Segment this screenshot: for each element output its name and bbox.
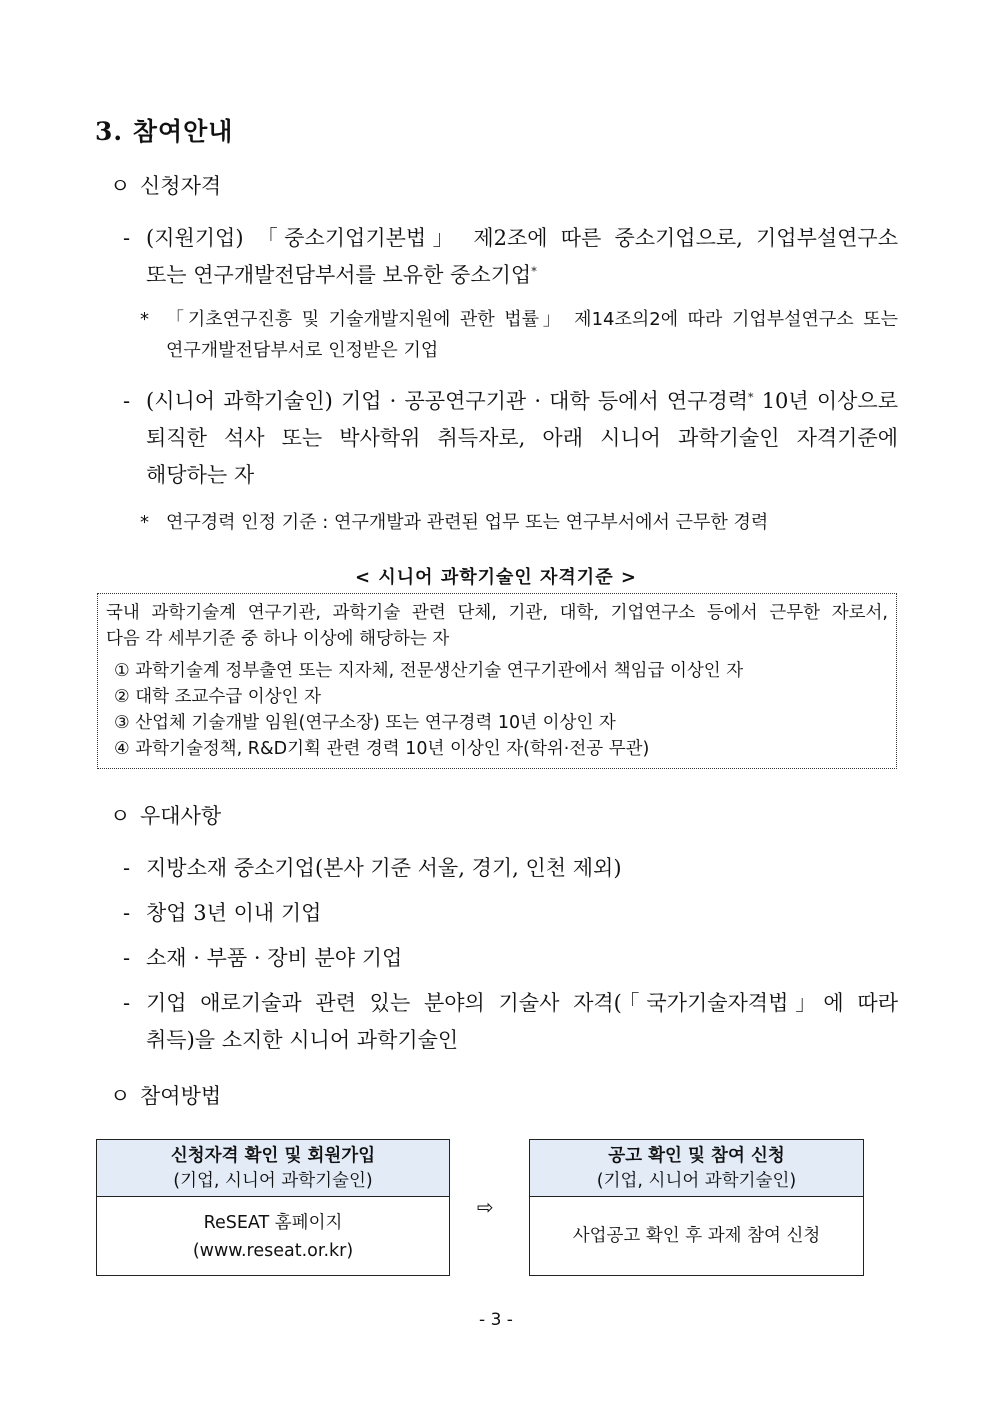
- license-line-2: 취득)을 소지한 시니어 과학기술인: [146, 1028, 459, 1052]
- circle-bullet: ㅇ: [110, 804, 131, 828]
- dash-bullet: -: [123, 901, 131, 925]
- dash-bullet: -: [123, 991, 131, 1015]
- company-note-line-1: 「기초연구진흥 및 기술개발지원에 관한 법률」 제14조의2에 따라 기업부설연구소 또는: [166, 309, 898, 330]
- criteria-intro-line-2: 다음 각 세부기준 중 하나 이상에 해당하는 자: [106, 629, 450, 649]
- criteria-item: ④ 과학기술정책, R&D기획 관련 경력 10년 이상인 자(학위·전공 무관): [114, 739, 650, 759]
- flow-step-1-subtitle: (기업, 시니어 과학기술인): [173, 1171, 373, 1191]
- eligibility-heading-text: 신청자격: [140, 174, 222, 198]
- flow-step-1: [96, 1139, 450, 1276]
- preference-heading-text: 우대사항: [140, 804, 222, 828]
- senior-note-line: 연구경력 인정 기준 : 연구개발과 관련된 업무 또는 연구부서에서 근무한 경력: [166, 512, 769, 533]
- senior-eligibility: [123, 383, 898, 494]
- criteria-item: ③ 산업체 기술개발 임원(연구소장) 또는 연구경력 10년 이상인 자: [114, 713, 616, 733]
- company-eligibility: [123, 220, 898, 294]
- flow-step-2-body: 사업공고 확인 후 과제 참여 신청: [572, 1226, 821, 1246]
- senior-line-2: 퇴직한 석사 또는 박사학위 취득자로, 아래 시니어 과학기술인 자격기준에: [146, 426, 898, 450]
- arrow-right-icon: ⇨: [477, 1195, 494, 1219]
- company-footnote: [140, 304, 898, 366]
- preference-item: - 창업 3년 이내 기업: [123, 895, 898, 932]
- senior-line-1: (시니어 과학기술인) 기업 · 공공연구기관 · 대학 등에서 연구경력* 10년 이상으로: [146, 389, 898, 413]
- criteria-caption: < 시니어 과학기술인 자격기준 >: [355, 567, 637, 588]
- company-note-line-2: 연구개발전담부서로 인정받은 기업: [166, 340, 439, 361]
- footnote-mark: *: [531, 265, 537, 278]
- flow-step-2: [529, 1139, 864, 1276]
- license-line-1: 기업 애로기술과 관련 있는 분야의 기술사 자격(「국가기술자격법」에 따라: [146, 991, 898, 1015]
- section-title: 3. 참여안내: [95, 117, 234, 146]
- footnote-mark: *: [748, 391, 754, 404]
- company-line-2: 또는 연구개발전담부서를 보유한 중소기업*: [146, 263, 537, 287]
- criteria-item: ① 과학기술계 정부출연 또는 지자체, 전문생산기술 연구기관에서 책임급 이상인 자: [114, 661, 744, 681]
- footnote-star: *: [140, 309, 149, 330]
- circle-bullet: ㅇ: [110, 174, 131, 198]
- footnote-star: *: [140, 512, 149, 533]
- flow-step-2-header: [530, 1140, 863, 1197]
- preference-heading: [110, 800, 221, 830]
- dash-bullet: -: [123, 856, 131, 880]
- dash-bullet: -: [123, 226, 131, 250]
- flow-step-1-title: 신청자격 확인 및 회원가입: [170, 1146, 376, 1166]
- senior-line-3: 해당하는 자: [146, 463, 255, 487]
- preference-item-license: [123, 985, 898, 1059]
- homepage-url: (www.reseat.or.kr): [192, 1241, 354, 1261]
- eligibility-heading: [110, 170, 221, 200]
- flow-step-1-header: [97, 1140, 449, 1197]
- page-number: - 3 -: [479, 1310, 513, 1330]
- company-line-1: (지원기업) 「중소기업기본법」 제2조에 따른 중소기업으로, 기업부설연구소: [146, 226, 898, 250]
- flow-step-1-body: [97, 1197, 449, 1265]
- method-heading-text: 참여방법: [140, 1084, 222, 1108]
- criteria-box: [97, 593, 897, 769]
- criteria-intro-line-1: 국내 과학기술계 연구기관, 과학기술 관련 단체, 기관, 대학, 기업연구소 등에서 근무한 자로서,: [106, 603, 888, 623]
- preference-item: - 소재 · 부품 · 장비 분야 기업: [123, 940, 898, 977]
- criteria-item: ② 대학 조교수급 이상인 자: [114, 687, 321, 707]
- dash-bullet: -: [123, 389, 131, 413]
- flow-step-2-title: 공고 확인 및 참여 신청: [608, 1146, 785, 1166]
- senior-footnote: [140, 507, 898, 538]
- dash-bullet: -: [123, 946, 131, 970]
- flow-step-2-subtitle: (기업, 시니어 과학기술인): [596, 1171, 797, 1191]
- homepage-label: ReSEAT 홈페이지: [203, 1213, 343, 1233]
- criteria-intro: [106, 600, 888, 652]
- method-heading: [110, 1080, 221, 1110]
- circle-bullet: ㅇ: [110, 1084, 131, 1108]
- preference-item: - 지방소재 중소기업(본사 기준 서울, 경기, 인천 제외): [123, 850, 898, 887]
